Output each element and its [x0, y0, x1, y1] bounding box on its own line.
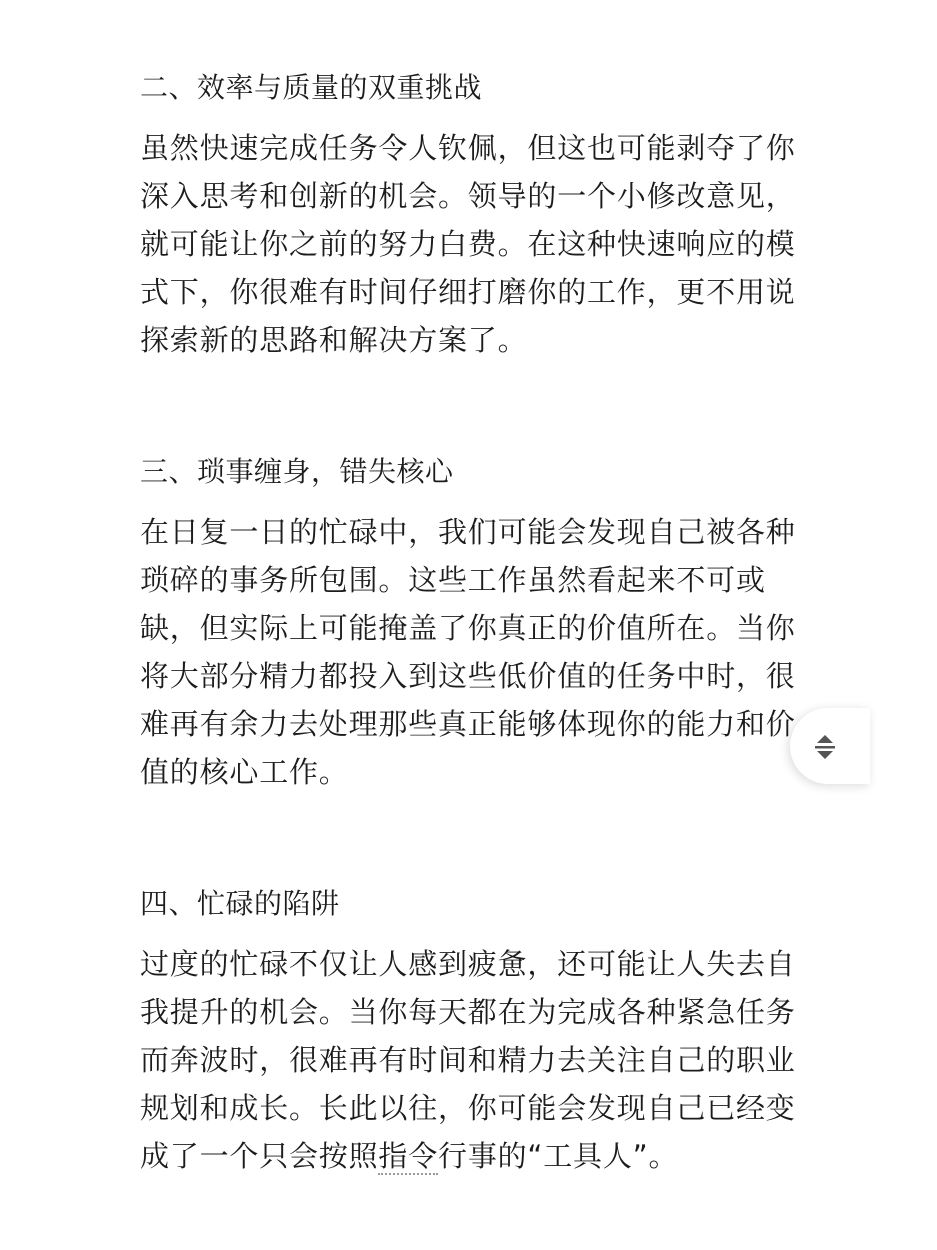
- paragraph-line: 而奔波时，很难再有时间和精力去关注自己的职业: [140, 1043, 796, 1077]
- paragraph-line: 过度的忙碌不仅让人感到疲惫，还可能让人失去自: [140, 947, 796, 981]
- section-heading: 四、忙碌的陷阱: [140, 887, 340, 920]
- paragraph-line: 难再有余力去处理那些真正能够体现你的能力和价: [140, 707, 796, 741]
- section-heading: 三、琐事缠身，错失核心: [140, 455, 454, 488]
- section-paragraph: [140, 940, 800, 1180]
- paragraph-line: 规划和成长。长此以往，你可能会发现自己已经变: [140, 1091, 796, 1125]
- section-paragraph: [140, 124, 800, 364]
- paragraph-line: 探索新的思路和解决方案了。: [140, 323, 528, 357]
- paragraph-line: 将大部分精力都投入到这些低价值的任务中时，很: [140, 659, 796, 693]
- section-trivia: [140, 446, 800, 796]
- paragraph-line: 琐碎的事务所包围。这些工作虽然看起来不可或: [140, 563, 766, 597]
- paragraph-line: 值的核心工作。: [140, 755, 349, 789]
- text-after-link: 行事的“工具人”。: [438, 1139, 679, 1173]
- text-before-link: 成了一个只会按照: [140, 1139, 379, 1173]
- paragraph-line: 深入思考和创新的机会。领导的一个小修改意见，: [140, 179, 796, 213]
- paragraph-line: 我提升的机会。当你每天都在为完成各种紧急任务: [140, 995, 796, 1029]
- paragraph-line: 在日复一日的忙碌中，我们可能会发现自己被各种: [140, 515, 796, 549]
- section-efficiency-quality: [140, 62, 800, 364]
- section-busy-trap: [140, 878, 800, 1180]
- paragraph-line: 虽然快速完成任务令人钦佩，但这也可能剥夺了你: [140, 131, 796, 165]
- paragraph-line-last: [140, 1132, 800, 1180]
- paragraph-line: 缺，但实际上可能掩盖了你真正的价值所在。当你: [140, 611, 796, 645]
- collapse-expand-icon: [810, 732, 840, 762]
- section-paragraph: [140, 508, 800, 796]
- term-link[interactable]: 指令: [378, 1139, 439, 1173]
- paragraph-line: 就可能让你之前的努力白费。在这种快速响应的模: [140, 227, 796, 261]
- collapse-expand-button[interactable]: [790, 708, 870, 784]
- section-heading: 二、效率与质量的双重挑战: [140, 71, 483, 104]
- paragraph-line: 式下，你很难有时间仔细打磨你的工作，更不用说: [140, 275, 796, 309]
- article-body: [140, 62, 800, 1180]
